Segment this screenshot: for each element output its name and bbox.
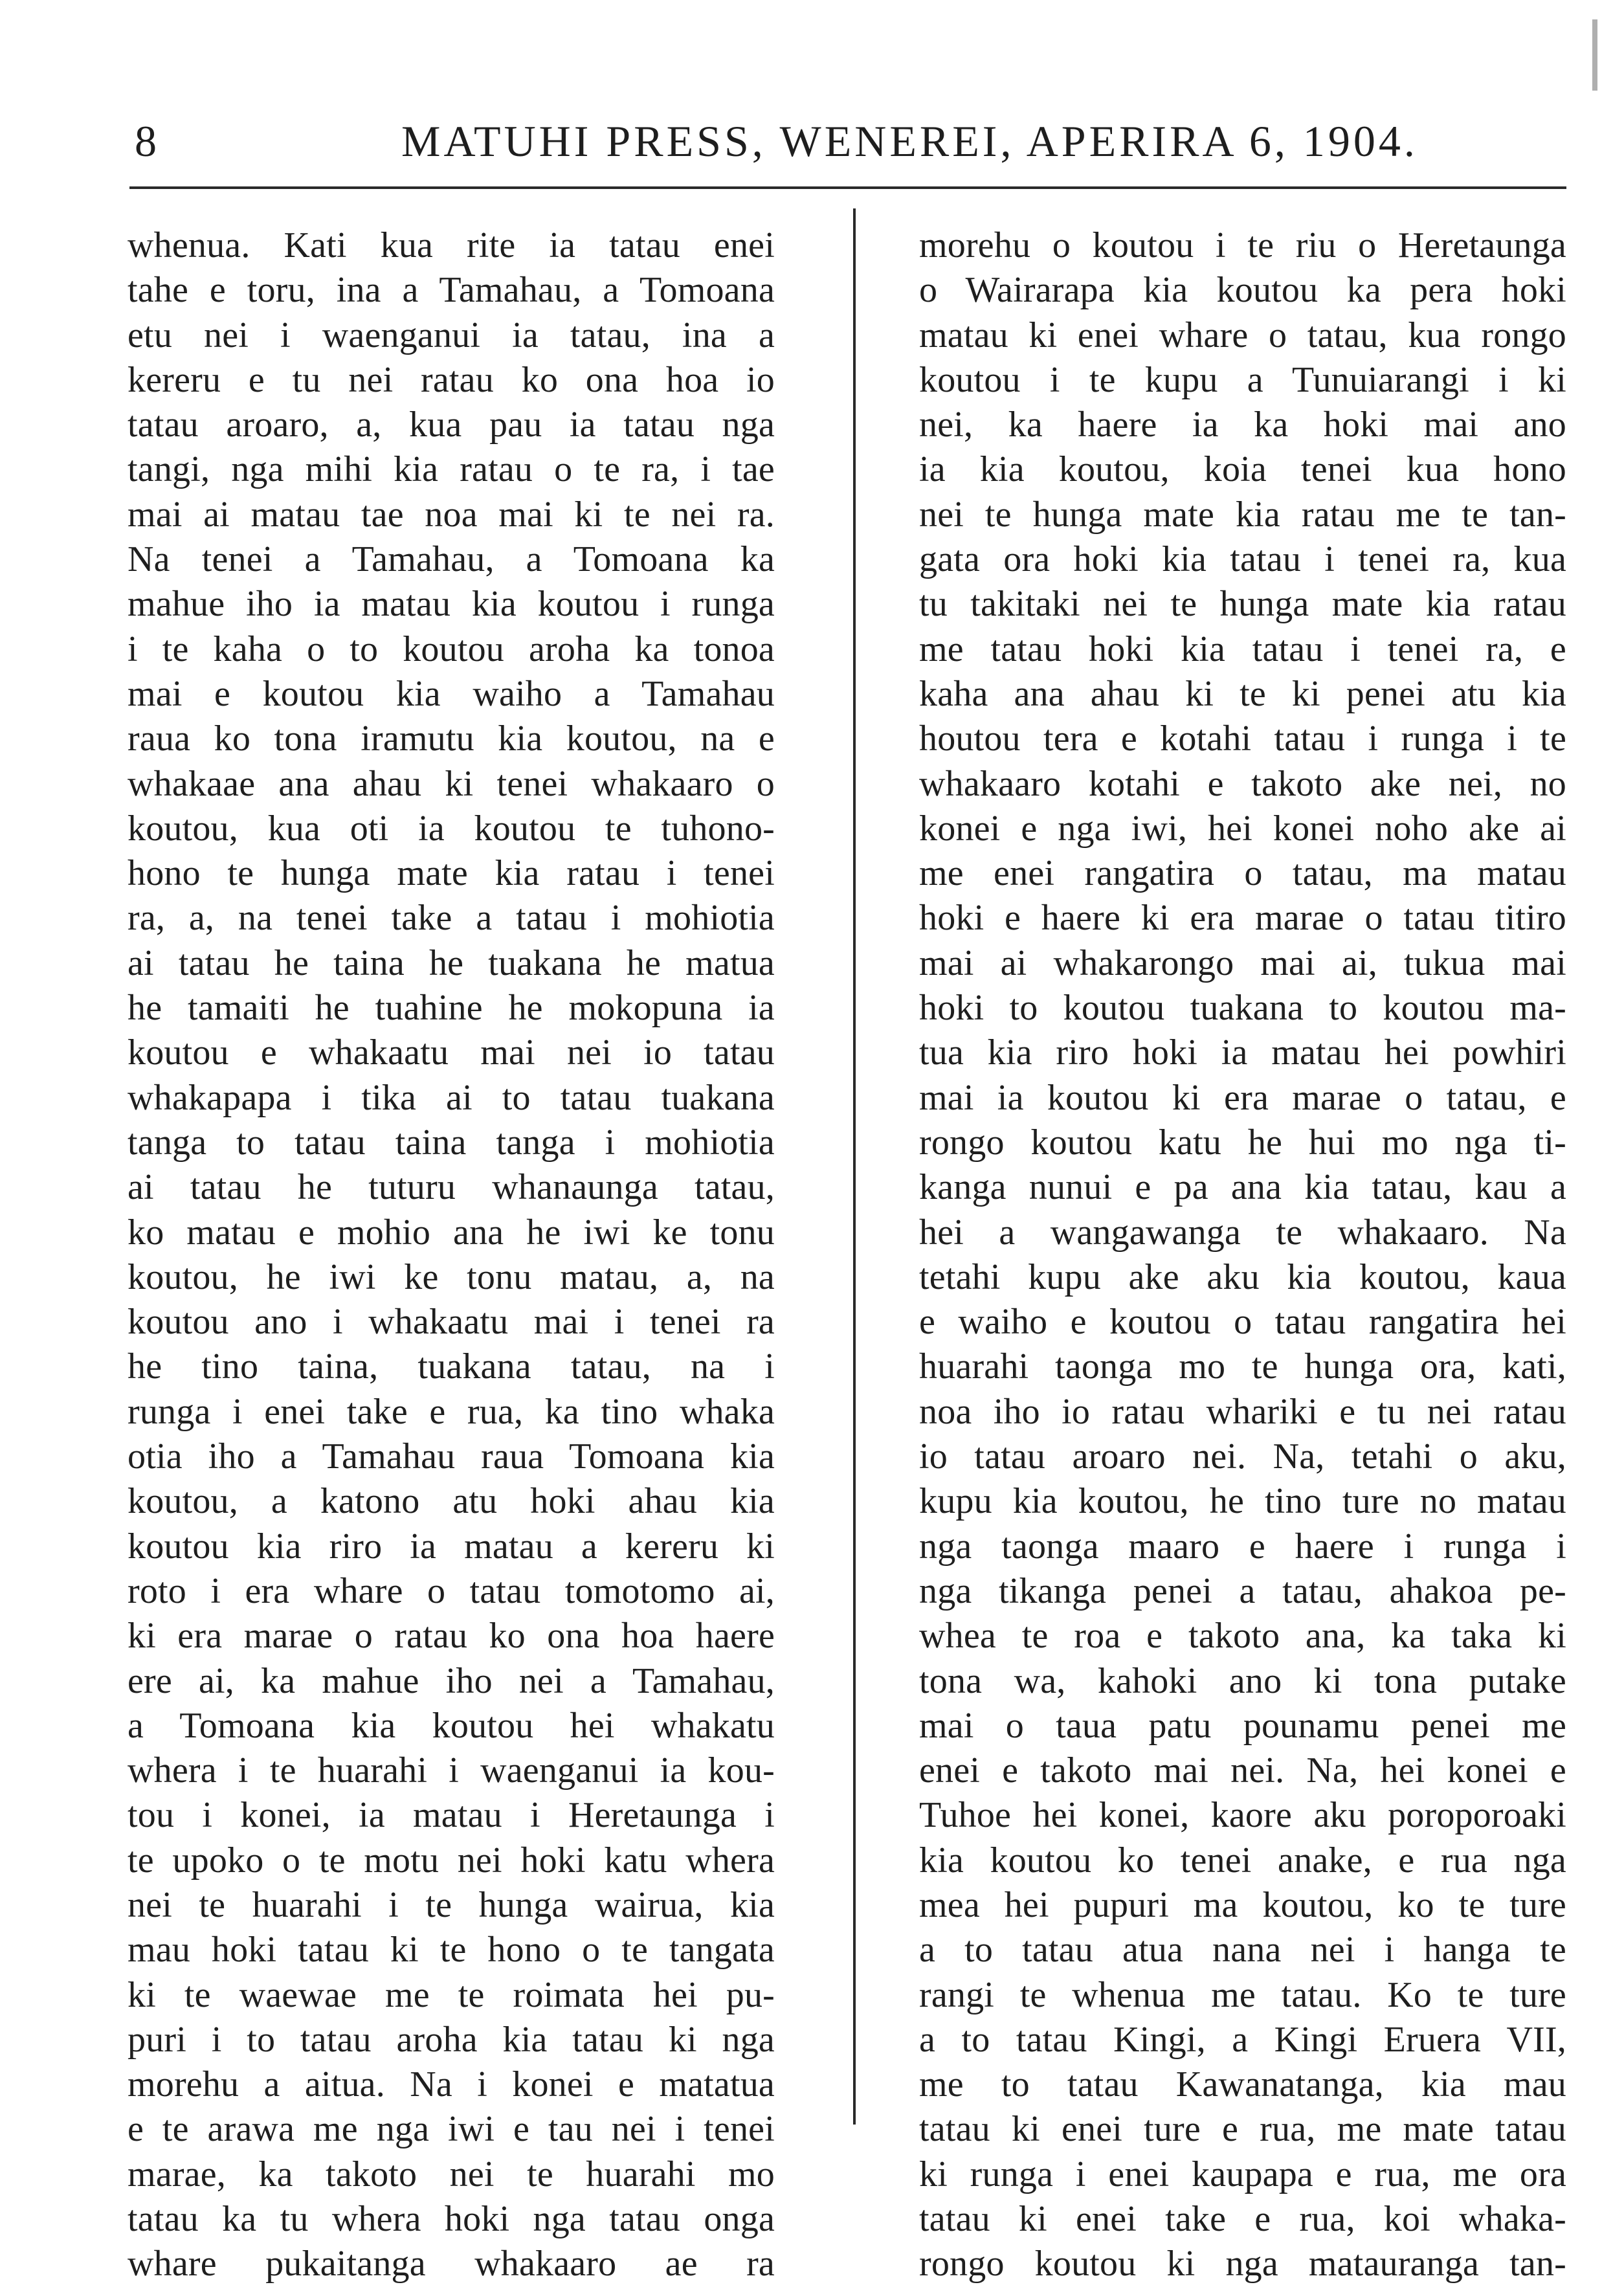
text-line: hono te hunga mate kia ratau i tenei <box>128 853 775 894</box>
left-column <box>128 223 775 2287</box>
text-line: kanga nunui e pa ana kia tatau, kau a <box>919 1167 1566 1208</box>
text-line: mai ia koutou ki era marae o tatau, e <box>919 1077 1566 1118</box>
text-line: tetahi kupu ake aku kia koutou, kaua <box>919 1256 1566 1297</box>
text-line: tahe e toru, ina a Tamahau, a Tomoana <box>128 270 775 311</box>
text-line: raua ko tona iramutu kia koutou, na e <box>128 719 775 759</box>
text-line: otia iho a Tamahau raua Tomoana kia <box>128 1436 775 1477</box>
text-line: tatau aroaro, a, kua pau ia tatau nga <box>128 405 775 445</box>
text-line: whakapapa i tika ai to tatau tuakana <box>128 1077 775 1118</box>
text-line: hei a wangawanga te whakaaro. Na <box>919 1212 1566 1253</box>
text-line: kia koutou ko tenei anake, e rua nga <box>919 1840 1566 1880</box>
text-line: tou i konei, ia matau i Heretaunga i <box>128 1795 775 1836</box>
text-line: ai tatau he taina he tuakana he matua <box>128 943 775 983</box>
text-line: kupu kia koutou, he tino ture no matau <box>919 1481 1566 1522</box>
text-line: whakaaro kotahi e takoto ake nei, no <box>919 763 1566 804</box>
text-line: nga tikanga penei a tatau, ahakoa pe- <box>919 1570 1566 1611</box>
text-line: hoki to koutou tuakana to koutou ma- <box>919 988 1566 1029</box>
text-line: nei, ka haere ia ka hoki mai ano <box>919 405 1566 445</box>
text-line: etu nei i waenganui ia tatau, ina a <box>128 315 775 355</box>
text-line: ki runga i enei kaupapa e rua, me ora <box>919 2154 1566 2194</box>
page-number: 8 <box>135 117 157 166</box>
text-line: e te arawa me nga iwi e tau nei i tenei <box>128 2109 775 2150</box>
text-line: a Tomoana kia koutou hei whakatu <box>128 1705 775 1746</box>
text-line: morehu o koutou i te riu o Heretaunga <box>919 225 1566 265</box>
page-header <box>129 109 1502 173</box>
text-line: roto i era whare o tatau tomotomo ai, <box>128 1570 775 1611</box>
text-line: tatau ka tu whera hoki nga tatau onga <box>128 2199 775 2240</box>
text-line: gata ora hoki kia tatau i tenei ra, kua <box>919 539 1566 580</box>
text-line: e waiho e koutou o tatau rangatira hei <box>919 1302 1566 1343</box>
text-line: tua kia riro hoki ia matau hei powhiri <box>919 1032 1566 1073</box>
text-line: nei te hunga mate kia ratau me te tan- <box>919 494 1566 535</box>
right-column <box>919 223 1566 2287</box>
text-line: nei te huarahi i te hunga wairua, kia <box>128 1884 775 1925</box>
text-line: houtou tera e kotahi tatau i runga i te <box>919 719 1566 759</box>
text-line: koutou, kua oti ia koutou te tuhono- <box>128 808 775 849</box>
text-line: mai e koutou kia waiho a Tamahau <box>128 673 775 714</box>
text-line: marae, ka takoto nei te huarahi mo <box>128 2154 775 2194</box>
text-line: mai ai matau tae noa mai ki te nei ra. <box>128 494 775 535</box>
text-line: noa iho io ratau whariki e tu nei ratau <box>919 1391 1566 1432</box>
text-line: kaha ana ahau ki te ki penei atu kia <box>919 673 1566 714</box>
text-line: io tatau aroaro nei. Na, tetahi o aku, <box>919 1436 1566 1477</box>
text-line: koutou kia riro ia matau a kereru ki <box>128 1526 775 1567</box>
text-line: rangi te whenua me tatau. Ko te ture <box>919 1974 1566 2015</box>
text-line: koutou, he iwi ke tonu matau, a, na <box>128 1256 775 1297</box>
text-line: whare pukaitanga whakaaro ae ra <box>128 2244 775 2284</box>
text-line: runga i enei take e rua, ka tino whaka <box>128 1391 775 1432</box>
text-line: te upoko o te motu nei hoki katu whera <box>128 1840 775 1880</box>
text-line: mea hei pupuri ma koutou, ko te ture <box>919 1884 1566 1925</box>
text-line: mai o taua patu pounamu penei me <box>919 1705 1566 1746</box>
text-line: i te kaha o to koutou aroha ka tonoa <box>128 629 775 669</box>
scan-edge-mark <box>1592 19 1597 91</box>
text-line: mai ai whakarongo mai ai, tukua mai <box>919 943 1566 983</box>
text-line: matau ki enei whare o tatau, kua rongo <box>919 315 1566 355</box>
text-line: hoki e haere ki era marae o tatau titiro <box>919 898 1566 939</box>
text-line: whera i te huarahi i waenganui ia kou- <box>128 1750 775 1791</box>
text-line: Na tenei a Tamahau, a Tomoana ka <box>128 539 775 580</box>
text-line: tona wa, kahoki ano ki tona putake <box>919 1660 1566 1701</box>
text-line: koutou e whakaatu mai nei io tatau <box>128 1032 775 1073</box>
text-line: tu takitaki nei te hunga mate kia ratau <box>919 584 1566 625</box>
text-line: ki te waewae me te roimata hei pu- <box>128 1974 775 2015</box>
text-line: tangi, nga mihi kia ratau o te ra, i tae <box>128 449 775 490</box>
text-line: ere ai, ka mahue iho nei a Tamahau, <box>128 1660 775 1701</box>
text-line: whakaae ana ahau ki tenei whakaaro o <box>128 763 775 804</box>
text-line: he tamaiti he tuahine he mokopuna ia <box>128 988 775 1029</box>
text-line: morehu a aitua. Na i konei e matatua <box>128 2064 775 2105</box>
text-line: rongo koutou katu he hui mo nga ti- <box>919 1122 1566 1163</box>
text-line: koutou, a katono atu hoki ahau kia <box>128 1481 775 1522</box>
text-line: me to tatau Kawanatanga, kia mau <box>919 2064 1566 2105</box>
text-line: ai tatau he tuturu whanaunga tatau, <box>128 1167 775 1208</box>
text-line: me tatau hoki kia tatau i tenei ra, e <box>919 629 1566 669</box>
text-line: enei e takoto mai nei. Na, hei konei e <box>919 1750 1566 1791</box>
text-line: ra, a, na tenei take a tatau i mohiotia <box>128 898 775 939</box>
text-line: nga taonga maaro e haere i runga i <box>919 1526 1566 1567</box>
text-line: tatau ki enei ture e rua, me mate tatau <box>919 2109 1566 2150</box>
text-line: tanga to tatau taina tanga i mohiotia <box>128 1122 775 1163</box>
text-line: kereru e tu nei ratau ko ona hoa io <box>128 359 775 400</box>
text-line: he tino taina, tuakana tatau, na i <box>128 1346 775 1387</box>
text-line: Tuhoe hei konei, kaore aku poroporoaki <box>919 1795 1566 1836</box>
text-line: o Wairarapa kia koutou ka pera hoki <box>919 270 1566 311</box>
text-line: rongo koutou ki nga matauranga tan- <box>919 2244 1566 2284</box>
text-line: puri i to tatau aroha kia tatau ki nga <box>128 2019 775 2060</box>
text-line: me enei rangatira o tatau, ma matau <box>919 853 1566 894</box>
text-line: huarahi taonga mo te hunga ora, kati, <box>919 1346 1566 1387</box>
text-line: whenua. Kati kua rite ia tatau enei <box>128 225 775 265</box>
text-line: ia kia koutou, koia tenei kua hono <box>919 449 1566 490</box>
text-line: mau hoki tatau ki te hono o te tangata <box>128 1930 775 1970</box>
column-divider <box>853 208 856 2125</box>
running-head: MATUHI PRESS, WENEREI, APERIRA 6, 1904. <box>401 117 1418 166</box>
text-line: konei e nga iwi, hei konei noho ake ai <box>919 808 1566 849</box>
text-line: mahue iho ia matau kia koutou i runga <box>128 584 775 625</box>
text-line: a to tatau atua nana nei i hanga te <box>919 1930 1566 1970</box>
header-rule <box>129 186 1566 189</box>
text-line: koutou ano i whakaatu mai i tenei ra <box>128 1302 775 1343</box>
text-line: tatau ki enei take e rua, koi whaka- <box>919 2199 1566 2240</box>
text-line: ki era marae o ratau ko ona hoa haere <box>128 1616 775 1657</box>
text-line: a to tatau Kingi, a Kingi Eruera VII, <box>919 2019 1566 2060</box>
text-line: ko matau e mohio ana he iwi ke tonu <box>128 1212 775 1253</box>
text-line: koutou i te kupu a Tunuiarangi i ki <box>919 359 1566 400</box>
text-line: whea te roa e takoto ana, ka taka ki <box>919 1616 1566 1657</box>
